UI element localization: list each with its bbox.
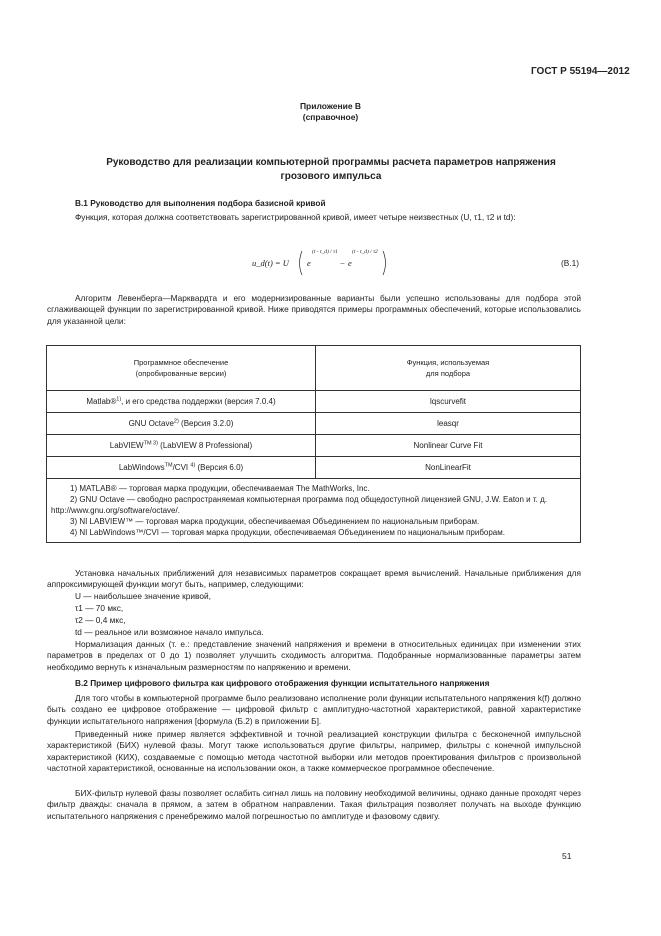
formula-lhs: u_d(t) = U	[252, 258, 289, 268]
footnote: 3) NI LABVIEW™ — торговая марка продукции, обеспечиваемая Объединением по национальным приборам.	[70, 517, 480, 526]
table-row	[47, 413, 581, 435]
section-b1-heading: В.1 Руководство для выполнения подбора базисной кривой	[75, 198, 326, 208]
formula-paren-right	[383, 251, 386, 275]
table-cell-function: NonLinearFit	[316, 457, 581, 479]
formula-exp2: (t - t_d) / τ2	[352, 249, 378, 255]
formula-e2: e	[348, 258, 352, 268]
table-cell-software: LabVIEW$^{TM 3)}$ (LabVIEW 8 Professional)	[47, 435, 316, 457]
appendix-type: (справочное)	[302, 112, 359, 122]
title-line-1: Руководство для реализации компьютерной программы расчета параметров напряжения	[106, 157, 556, 168]
list-item: τ1 — 70 мкс,	[75, 603, 124, 613]
table-notes-row	[47, 479, 581, 543]
list-item: τ2 — 0,4 мкс,	[75, 615, 126, 625]
formula-paren-left	[300, 251, 303, 275]
table-header-row	[47, 346, 581, 391]
table-row	[47, 435, 581, 457]
header-col1-line1: Программное обеспечение	[133, 358, 229, 367]
section-b2-heading: В.2 Пример цифрового фильтра как цифрового отображения функции испытательного напряжения	[75, 678, 490, 688]
para-initial-approx: Установка начальных приближений для независимых параметров сокращает время вычислений. Начальные приближения для аппроксимирующей функции могут быть, например, следующими:	[47, 568, 581, 590]
formula-e1: e	[307, 258, 311, 268]
section-b2-para3: БИХ-фильтр нулевой фазы позволяет ослабить сигнал лишь на половину необходимой величины, однако данные проходят через фильтр дважды: сначала в прямом, а затем в обратном направлении. Такая фильтрация позволяет получать на выходе функцию испытательного напряжения с пренебрежимо малой погрешностью по амплитуде и фазовому сдвигу.	[47, 788, 581, 821]
table-cell-software: GNU Octave$^{2)}$ (Версия 3.2.0)	[47, 413, 316, 435]
formula-number: (В.1)	[561, 258, 579, 268]
table-header-software	[47, 346, 316, 391]
section-b1-para2: Алгоритм Левенберга—Марквардта и его модернизированные варианты были успешно использованы для подбора этой сглаживающей функции по зарегистрированной кривой. Ниже приводятся примеры программных обеспечений, которые использовались для указанной цели:	[47, 293, 581, 326]
table-header-function	[316, 346, 581, 391]
footnote: 2) GNU Octave — свободно распространяемая компьютерная программа под общедоступной лицензией GNU, J.W. Eaton и т. д. http://www.gnu.org/software/octave/.	[51, 495, 547, 515]
standard-number: ГОСТ Р 55194—2012	[531, 66, 630, 77]
header-col2-line1: Функция, используемая	[406, 358, 490, 367]
formula-minus: −	[340, 258, 345, 268]
table-cell-software: LabWindows™/CVI $^{4)}$ (Версия 6.0)	[47, 457, 316, 479]
footnote: 4) NI LabWindows™/CVI — торговая марка продукции, обеспечиваемая Объединением по национальным приборам.	[70, 528, 505, 537]
table-row	[47, 457, 581, 479]
para-normalization: Нормализация данных (т. е.: представление значений напряжения и времени в относительных единицах при изменении этих параметров в пределах от 0 до 1) позволяет улучшить сходимость алгоритма. Подобранные нормализованные параметры затем необходимо вернуть к изначальным размерностям по напряжению и времени.	[47, 639, 581, 672]
table-notes	[47, 479, 581, 543]
table-cell-function: lqscurvefit	[316, 391, 581, 413]
table-cell-function: Nonlinear Curve Fit	[316, 435, 581, 457]
section-b1-intro: Функция, которая должна соответствовать зарегистрированной кривой, имеет четыре неизвестных (U, τ1, τ2 и td):	[75, 212, 516, 222]
list-item: U — наибольшее значение кривой,	[75, 591, 211, 601]
page-number: 51	[562, 851, 572, 861]
software-table	[46, 345, 581, 543]
footnote: 1) MATLAB® — торговая марка продукции, обеспечиваемая The MathWorks, Inc.	[70, 484, 370, 493]
header-col1-line2: (опробированные версии)	[135, 369, 227, 378]
header-col2-line2: для подбора	[425, 369, 471, 378]
document-title	[60, 156, 602, 184]
formula-exp1: (t - t_d) / τ1	[312, 249, 338, 255]
appendix-title	[0, 101, 661, 123]
formula-b1	[240, 245, 390, 281]
section-b2-para1: Для того чтобы в компьютерной программе было реализовано исполнение роли функции испытательного напряжения k(f) должно быть создано ее цифровое отображение — цифровой фильтр с амплитудно-частотной характеристикой, равной характеристике функции испытательного напряжения [формула (Б.2) в приложении Б].	[47, 693, 581, 726]
title-line-2: грозового импульса	[280, 171, 382, 182]
table-cell-function: leasqr	[316, 413, 581, 435]
table-cell-software: Matlab®$^{1)}$, и его средства поддержки (версия 7.0.4)	[47, 391, 316, 413]
section-b2-para2: Приведенный ниже пример является эффективной и точной реализацией конструкции фильтра с бесконечной импульсной характеристикой (БИХ) нулевой фазы. Могут также использоваться другие фильтры, например, фильтры с конечной импульсной характеристикой (КИХ), создаваемые с помощью метода частотной выборки или методов проектирования фильтров с произвольной частотной характеристикой, основанные на использовании окон, а также коммерческое программное обеспечение.	[47, 729, 581, 773]
list-item: td — реальное или возможное начало импульса.	[75, 627, 264, 637]
appendix-label: Приложение В	[299, 101, 362, 111]
table-row	[47, 391, 581, 413]
